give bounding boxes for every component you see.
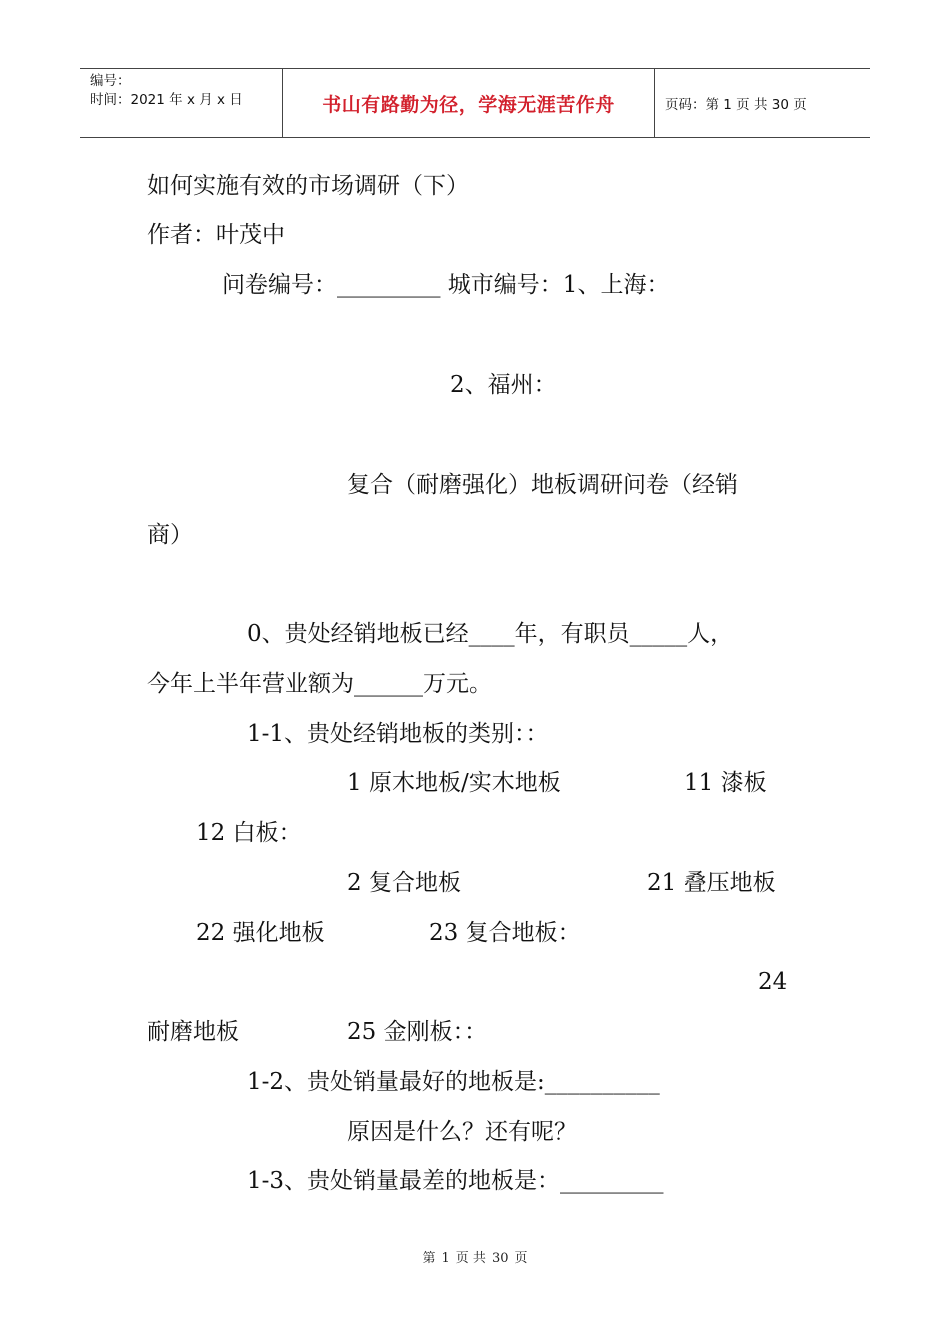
page-footer: [0, 1247, 950, 1266]
doc-title: 如何实施有效的市场调研（下）: [147, 173, 469, 199]
option-2: 2 复合地板: [347, 870, 461, 896]
option-25: 25 金刚板：：: [347, 1019, 488, 1045]
code-label: 编号：: [90, 73, 131, 89]
doc-author: 作者：叶茂中: [147, 222, 285, 248]
option-11: 11 漆板: [684, 770, 767, 796]
option-22: 22 强化地板: [196, 920, 325, 946]
time-label: 时间：2021 年 x 月 x 日: [90, 92, 243, 108]
option-24-text: 耐磨地板: [147, 1019, 239, 1045]
option-24-number: 24: [758, 969, 788, 995]
option-23: 23 复合地板：: [429, 920, 581, 946]
city-2: 2、福州：: [450, 372, 557, 398]
header-divider: [654, 69, 655, 137]
question-1-2-reason: 原因是什么？还有呢？: [347, 1119, 577, 1145]
footer-suffix: 页: [514, 1251, 528, 1266]
questionnaire-number: 问卷编号：_________ 城市编号：1、上海：: [222, 272, 670, 298]
footer-prefix: 第: [422, 1251, 436, 1266]
footer-page-number: 1: [441, 1251, 450, 1266]
question-1-1: 1-1、贵处经销地板的类别：：: [247, 721, 549, 747]
question-1-2: 1-2、贵处销量最好的地板是:__________: [247, 1069, 660, 1095]
option-21: 21 叠压地板: [647, 870, 776, 896]
question-0-line1: 0、贵处经销地板已经____年，有职员_____人，: [247, 621, 734, 647]
survey-title-line2: 商）: [147, 522, 193, 548]
question-1-3: 1-3、贵处销量最差的地板是：_________: [247, 1168, 664, 1194]
header-motto: 书山有路勤为径，学海无涯苦作舟: [322, 93, 615, 116]
header-meta: [90, 72, 243, 110]
footer-mid: 页 共: [455, 1251, 486, 1266]
footer-total-pages: 30: [491, 1251, 509, 1266]
question-0-line2: 今年上半年营业额为______万元。: [147, 671, 492, 697]
option-12: 12 白板：: [196, 820, 302, 846]
header-page-info: 页码：第 1 页 共 30 页: [665, 97, 807, 113]
survey-title-line1: 复合（耐磨强化）地板调研问卷（经销: [347, 472, 738, 498]
option-1: 1 原木地板/实木地板: [347, 770, 561, 796]
document-header: [80, 68, 870, 138]
